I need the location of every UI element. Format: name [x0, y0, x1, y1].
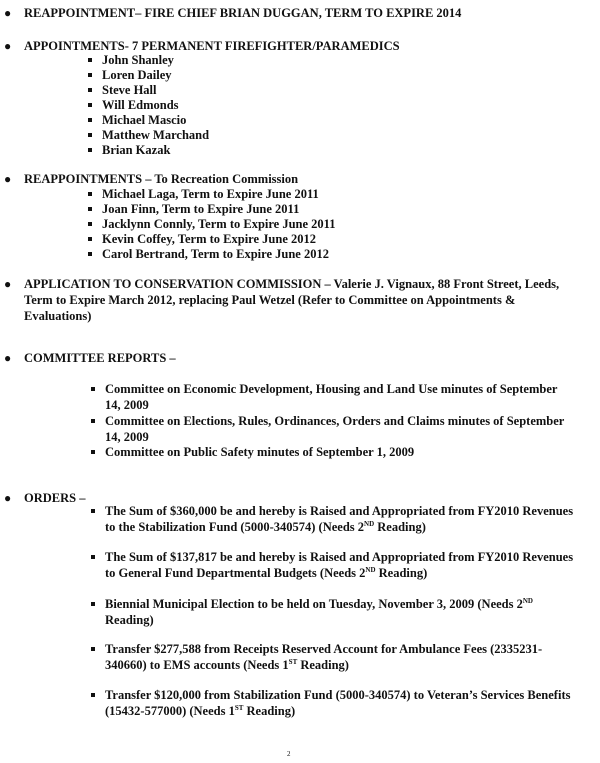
- list-item: Jacklynn Connly, Term to Expire June 2011: [102, 216, 336, 232]
- bullet-icon: ●: [4, 277, 12, 291]
- list-item: John Shanley: [102, 52, 174, 68]
- square-bullet-icon: [88, 148, 92, 152]
- agenda-item-reappointment-fire-chief: [4, 5, 584, 21]
- square-bullet-icon: [91, 693, 95, 697]
- bullet-icon: ●: [4, 351, 12, 365]
- list-item: Loren Dailey: [102, 67, 172, 83]
- square-bullet-icon: [88, 237, 92, 241]
- square-bullet-icon: [88, 58, 92, 62]
- order-item: Transfer $277,588 from Receipts Reserved Account for Ambulance Fees (2335231-340660) to EMS accounts (Needs 1ST Reading): [105, 641, 575, 673]
- square-bullet-icon: [88, 207, 92, 211]
- order-item: Transfer $120,000 from Stabilization Fund (5000-340574) to Veteran’s Services Benefits (15432-577000) (Needs 1ST Reading): [105, 687, 585, 719]
- list-item: Steve Hall: [102, 82, 157, 98]
- list-item: Michael Mascio: [102, 112, 186, 128]
- bullet-icon: ●: [4, 6, 12, 20]
- bullet-icon: ●: [4, 491, 12, 505]
- square-bullet-icon: [91, 387, 95, 391]
- square-bullet-icon: [88, 118, 92, 122]
- square-bullet-icon: [88, 88, 92, 92]
- list-item: Committee on Elections, Rules, Ordinances, Orders and Claims minutes of September 14, 2009: [105, 413, 580, 445]
- list-item: Joan Finn, Term to Expire June 2011: [102, 201, 299, 217]
- square-bullet-icon: [91, 602, 95, 606]
- list-item: Matthew Marchand: [102, 127, 209, 143]
- square-bullet-icon: [88, 222, 92, 226]
- square-bullet-icon: [91, 555, 95, 559]
- order-item: Biennial Municipal Election to be held on Tuesday, November 3, 2009 (Needs 2ND Reading): [105, 596, 575, 628]
- agenda-heading: APPOINTMENTS- 7 PERMANENT FIREFIGHTER/PARAMEDICS: [24, 39, 400, 53]
- square-bullet-icon: [91, 509, 95, 513]
- page-number: 2: [287, 750, 291, 758]
- square-bullet-icon: [91, 647, 95, 651]
- square-bullet-icon: [88, 252, 92, 256]
- square-bullet-icon: [88, 192, 92, 196]
- list-item: Carol Bertrand, Term to Expire June 2012: [102, 246, 329, 262]
- agenda-item-conservation-application: [4, 276, 584, 324]
- list-item: Committee on Public Safety minutes of September 1, 2009: [105, 444, 575, 460]
- agenda-item-committee-reports: [4, 350, 584, 366]
- order-item: The Sum of $137,817 be and hereby is Raised and Appropriated from FY2010 Revenues to General Fund Departmental Budgets (Needs 2ND Reading): [105, 549, 575, 581]
- bullet-icon: ●: [4, 172, 12, 186]
- list-item: Will Edmonds: [102, 97, 179, 113]
- square-bullet-icon: [91, 450, 95, 454]
- bullet-icon: ●: [4, 39, 12, 53]
- agenda-heading: REAPPOINTMENTS – To Recreation Commission: [24, 172, 299, 186]
- list-item: Committee on Economic Development, Housing and Land Use minutes of September 14, 2009: [105, 381, 575, 413]
- agenda-heading: REAPPOINTMENT– FIRE CHIEF BRIAN DUGGAN, TERM TO EXPIRE 2014: [24, 6, 462, 20]
- square-bullet-icon: [91, 419, 95, 423]
- list-item: Michael Laga, Term to Expire June 2011: [102, 186, 319, 202]
- square-bullet-icon: [88, 73, 92, 77]
- agenda-item-reappointments-recreation: [4, 171, 584, 187]
- list-item: Brian Kazak: [102, 142, 170, 158]
- list-item: Kevin Coffey, Term to Expire June 2012: [102, 231, 316, 247]
- order-item: The Sum of $360,000 be and hereby is Raised and Appropriated from FY2010 Revenues to the Stabilization Fund (5000-340574) (Needs 2ND Reading): [105, 503, 575, 535]
- agenda-heading: APPLICATION TO CONSERVATION COMMISSION – Valerie J. Vignaux, 88 Front Street, Leeds, Term to Expire March 2012, replacing Paul Wetzel (Refer to Committee on Appointments & Evaluations): [24, 277, 560, 323]
- agenda-heading: ORDERS –: [24, 491, 86, 505]
- square-bullet-icon: [88, 133, 92, 137]
- square-bullet-icon: [88, 103, 92, 107]
- agenda-heading: COMMITTEE REPORTS –: [24, 351, 176, 365]
